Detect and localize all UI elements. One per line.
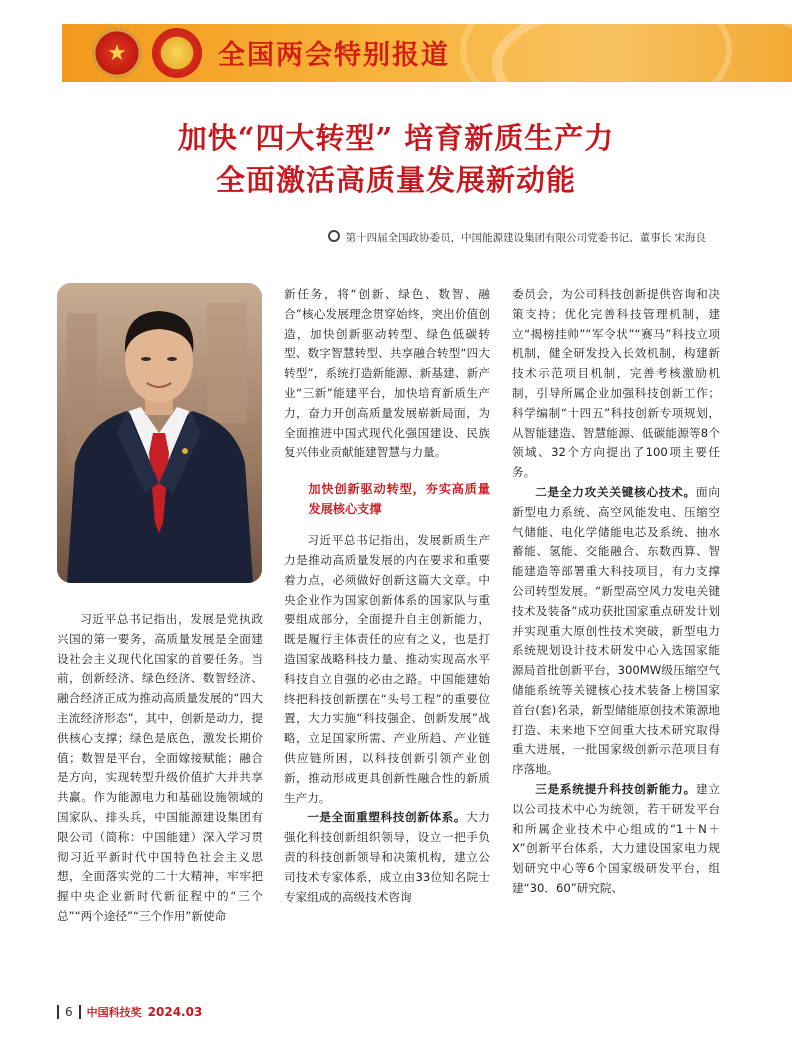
paragraph-innovation: 习近平总书记指出，发展新质生产力是推动高质量发展的内在要求和重要着力点，必须做好创新这篇大文章。中央企业作为国家创新体系的国家队与重要组成部分，全面提升自主创新能力，既是履行主体责任的应有之义，也是打造国家战略科技力量、推动实现高水平科技自立自强的必由之路。中国能建始终把科技创新摆在“头号工程”的重要位置，大力实施“科技强企、创新发展”战略，立足国家所需、产业所趋、产业链供应链所困，以科技创新引领产业创新，推动形成更具创新性融合性的新质生产力。 <box>284 533 490 805</box>
byline-text: 第十四届全国政协委员，中国能源建设集团有限公司党委书记、董事长 宋海良 <box>345 232 706 244</box>
point-1-lead: 一是全面重塑科技创新体系。 <box>307 810 467 825</box>
ring-bullet-icon <box>328 230 340 242</box>
article-column-1 <box>57 610 263 927</box>
point-3-lead: 三是系统提升科技创新能力。 <box>535 781 697 796</box>
page-number: 6 <box>65 1005 73 1019</box>
national-emblem-icon: ★ <box>92 28 142 78</box>
paragraph-point-3 <box>512 780 720 899</box>
point-2-lead: 二是全力攻关关键核心技术。 <box>535 484 697 499</box>
banner-decoration-2 <box>460 24 732 82</box>
banner-title: 全国两会特别报道 <box>218 40 450 71</box>
article-column-2 <box>284 285 490 907</box>
point-2-text: 面向新型电力系统、高空风能发电、压缩空气储能、电化学储能电芯及系统、抽水蓄能、氢能、交能融合、东数西算、智能建造等部署重大科技项目，有力支撑公司转型发展。“新型高空风力发电关键技术及装备”成功获批国家重点研发计划并实现重大原创性技术突破，新型电力系统规划设计技术研发中心入选国家能源局首批创新平台，300MW级压缩空气储能系统等关键核心技术装备上榜国家首台(套)名录，新型储能原创技术策源地打造、未来地下空间重大技术研究取得重大进展，一批国家级创新示范项目有序落地。 <box>512 484 720 777</box>
paragraph-continued: 新任务，将“创新、绿色、数智、融合”核心发展理念贯穿始终，突出价值创造，加快创新驱动转型、绿色低碳转型、数字智慧转型、共享融合转型“四大转型”，系统打造新能源、新基建、新产业“三新”能建平台，加快培育新质生产力，奋力开创高质量发展崭新局面，为全面推进中国式现代化强国建设、民族复兴伟业贡献能建智慧与力量。 <box>284 287 490 460</box>
page-footer <box>57 1004 202 1020</box>
section-subheading: 加快创新驱动转型，夯实高质量发展核心支撑 <box>308 482 490 517</box>
point-1-text: 大力强化科技创新组织领导，设立一把手负责的科技创新领导和决策机构，建立公司技术专家体系，成立由33位知名院士专家组成的高级技术咨询 <box>284 810 490 904</box>
point-3-text: 建立以公司技术中心为统领，若干研发平台和所属企业技术中心组成的“1＋N＋X”创新平台体系，大力建设国家电力规划研究中心等6个国家级研发平台，组建“30．60”研究院、 <box>512 781 720 895</box>
paragraph-point-2 <box>512 483 720 780</box>
magazine-name: 中国科技奖 <box>86 1006 142 1019</box>
article-column-3 <box>512 285 720 899</box>
paragraph-intro: 习近平总书记指出，发展是党执政兴国的第一要务，高质量发展是全面建设社会主义现代化国家的首要任务。当前，创新经济、绿色经济、数智经济、融合经济正成为推动高质量发展的“四大主流经济形态”，其中，创新是动力，提供核心支撑；绿色是底色，激发长期价值；数智是平台，全面嫁接赋能；融合是方向，实现转型升级价值扩大并共享共赢。作为能源电力和基础设施领域的国家队、排头兵，中国能源建设集团有限公司（简称：中国能建）深入学习贯彻习近平新时代中国特色社会主义思想，全面落实党的二十大精神，牢牢把握中央企业新时代新征程中的“三个总”“两个途径”“三个作用”新使命 <box>57 612 263 923</box>
issue-number: 2024.03 <box>147 1005 203 1019</box>
author-portrait <box>57 283 262 583</box>
headline-line-2: 全面激活高质量发展新动能 <box>215 163 576 197</box>
author-byline <box>328 230 706 245</box>
paragraph-continued-3: 委员会，为公司科技创新提供咨询和决策支持；优化完善科技管理机制，建立“揭榜挂帅”“军令状”“赛马”科技立项机制，健全研发投入长效机制，构建新技术示范项目机制，完善考核激励机制，引导所属企业加强科技创新工作；科学编制“十四五”科技创新专项规划，从智能建造、智慧能源、低碳能源等8个领域、32个方向提出了100项主要任务。 <box>512 287 720 480</box>
headline-line-1: 加快“四大转型” 培育新质生产力 <box>177 121 615 155</box>
cppcc-emblem-icon: ✦ <box>152 28 202 78</box>
paragraph-point-1 <box>284 808 490 907</box>
footer-divider <box>57 1005 59 1019</box>
portrait-illustration <box>57 283 262 583</box>
footer-divider-2 <box>79 1005 81 1019</box>
